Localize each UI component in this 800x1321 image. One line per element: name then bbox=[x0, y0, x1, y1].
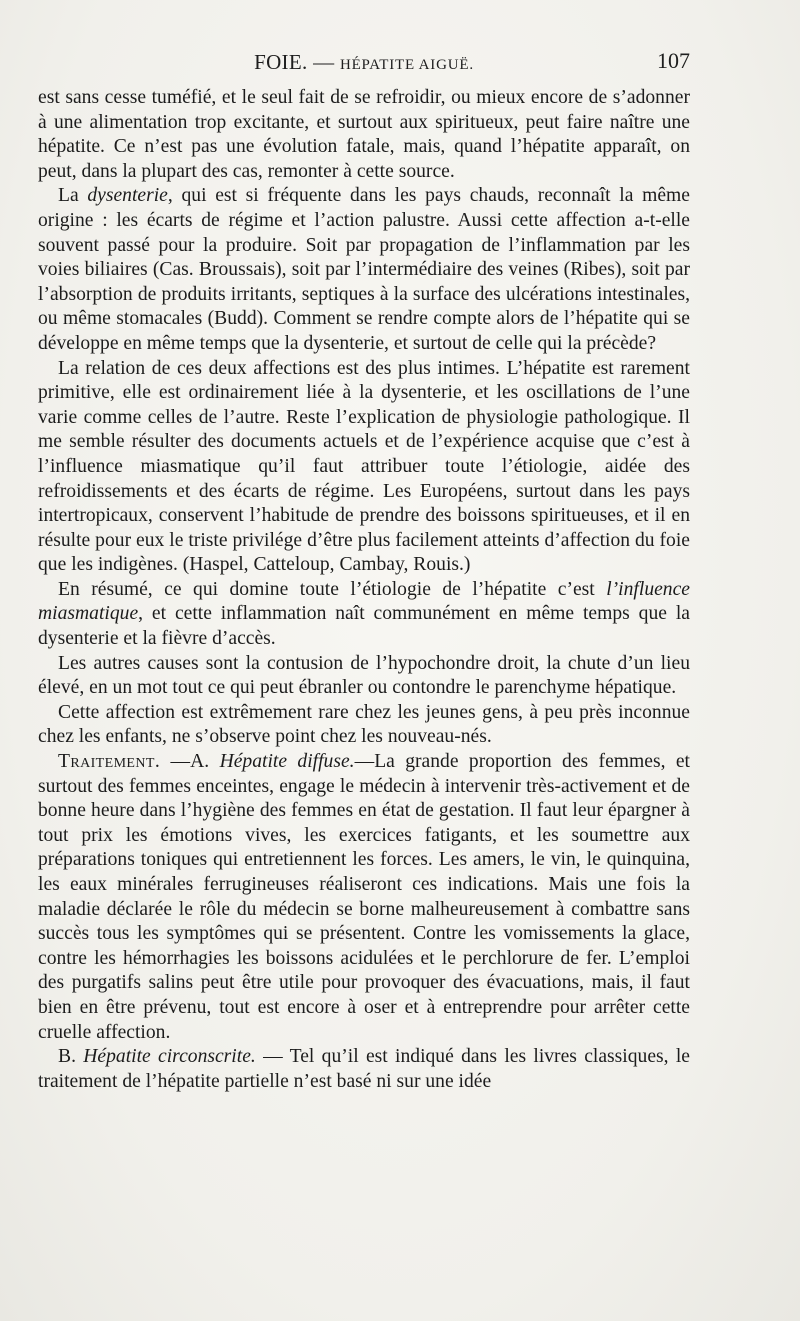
page-header bbox=[38, 50, 690, 80]
paragraph-6: Cette affection est extrêmement rare chez les jeunes gens, à peu près inconnue chez les enfants, ne s’observe point chez les nouveau-nés. bbox=[38, 701, 690, 748]
page-number: 107 bbox=[657, 48, 690, 73]
paragraph-3: La relation de ces deux affections est des plus intimes. L’hépatite est rarement primitive, elle est ordinairement liée à la dysenterie, et les oscillations de l’une varie comme celles de l’autre. Reste l’explication de physiologie pathologique. Il me semble résulter des documents actuels et de l’expérience acquise que c’est à l’influence miasmatique qu’il faut attribuer toute l’étiologie, aidée des refroidissements et des écarts de régime. Les Européens, surtout dans les pays intertropicaux, conservent l’habitude de prendre des boissons spiritueuses, et il en résulte pour eux le triste privilége d’être plus facilement atteints d’affection du foie que les indigènes. (Haspel, Catteloup, Cambay, Rouis.) bbox=[38, 357, 690, 576]
paragraph-4: En résumé, ce qui domine toute l’étiologie de l’hépatite c’est l’influence miasmatique, et cette inflammation naît communément en même temps que la dysenterie et la fièvre d’accès. bbox=[38, 578, 690, 650]
paragraph-hepatite-circonscrite: B. Hépatite circonscrite. — Tel qu’il est indiqué dans les livres classiques, le traitement de l’hépatite partielle n’est basé ni sur une idée bbox=[38, 1046, 690, 1092]
paragraph-5: Les autres causes sont la contusion de l’hypochondre droit, la chute d’un lieu élevé, en un mot tout ce qui peut ébranler ou contondre le parenchyme hépatique. bbox=[38, 652, 690, 699]
section-label-traitement: Traitement. bbox=[58, 751, 161, 773]
body-text bbox=[38, 86, 690, 1094]
emphasis-dysenterie: dysenterie bbox=[87, 185, 168, 207]
paragraph-2: La dysenterie, qui est si fréquente dans les pays chauds, reconnaît la même origine : les écarts de régime et l’action palustre. Aussi cette affection a-t-elle souvent passé pour la produire. Soit par propagation de l’inflammation par les voies biliaires (Cas. Broussais), soit par l’intermédiaire des veines (Ribes), soit par l’absorption de produits irritants, septiques à la surface des ulcérations intestinales, ou même stomacales (Budd). Comment se rendre compte alors de l’hépatite qui se développe en même temps que la dysenterie, et surtout de celle qui la précède? bbox=[38, 185, 690, 354]
emphasis-influence: l’influence miasmatique bbox=[38, 578, 690, 625]
running-title bbox=[38, 50, 690, 75]
subsection-hepatite-circonscrite: Hépatite circonscrite. bbox=[83, 1046, 256, 1068]
paragraph-traitement: Traitement. —A. Hépatite diffuse.—La grande proportion des femmes, et surtout des femmes enceintes, engage le médecin à intervenir très-activement et de bonne heure dans l’hygiène des femmes en état de gestation. Il faut leur épargner à tout prix les émotions vives, les exercices fatigants, et les soumettre aux préparations toniques qui entretiennent les forces. Les amers, le vin, le quinquina, les eaux minérales ferrugineuses réaliseront ces indications. Mais une fois la maladie déclarée le rôle du médecin se borne malheureusement à combattre sans succès tous les symptômes qui se présentent. Contre les vomissements la glace, contre les hémorrhagies les boissons acidulées et le perchlorure de fer. L’emploi des purgatifs salins peut être utile pour provoquer des évacuations, mais, il faut bien en être prévenu, tout est encore à oser et à entreprendre pour arrêter cette cruelle affection. bbox=[38, 751, 690, 1043]
running-title-main: FOIE. — bbox=[254, 50, 340, 74]
paragraph-1: est sans cesse tuméfié, et le seul fait de se refroidir, ou mieux encore de s’adonner à une alimentation trop excitante, et surtout aux spiritueux, peut faire naître une hépatite. Ce n’est pas une évolution fatale, mais, quand l’hépatite apparaît, on peut, dans la plupart des cas, remonter à cette source. bbox=[38, 87, 690, 182]
subsection-hepatite-diffuse: Hépatite diffuse. bbox=[219, 751, 355, 773]
running-title-subtitle: HÉPATITE AIGUË. bbox=[339, 57, 474, 73]
